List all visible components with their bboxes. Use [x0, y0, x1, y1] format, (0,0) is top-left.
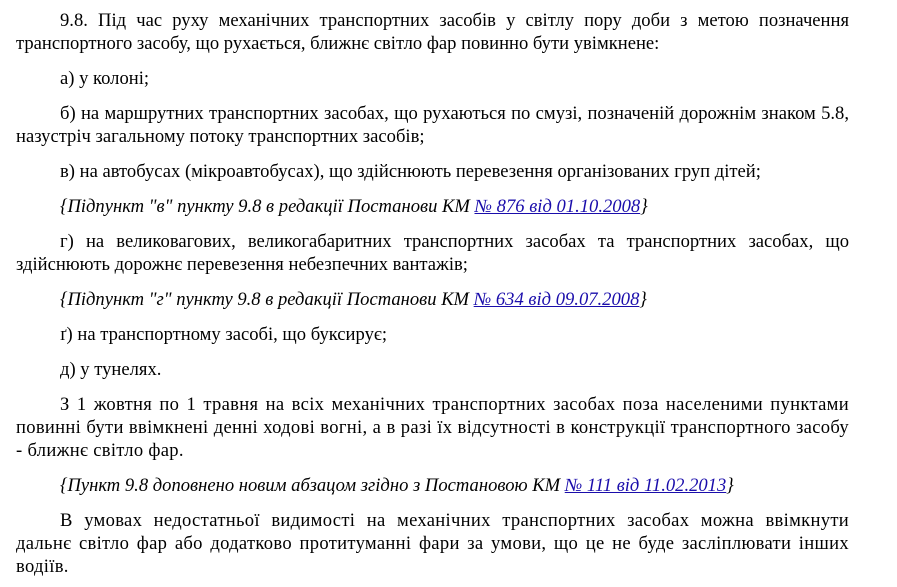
amendment-note-9-8 [16, 474, 849, 497]
paragraph-item-g: г) на великовагових, великогабаритних транспортних засобах та транспортних засобах, що здійснюють дорожнє перевезення небезпечних вантажів; [16, 231, 849, 275]
paragraph-item-b: б) на маршрутних транспортних засобах, що рухаються по смузі, позначеній дорожнім знаком 5.8, назустріч загальному потоку транспортних засобів; [16, 103, 849, 147]
paragraph-item-d: д) у тунелях. [60, 359, 162, 380]
paragraph-low-visibility: В умовах недостатньої видимості на механічних транспортних засобах можна ввімкнути дальнє світло фар або додатково протитуманні фари за умови, що це не буде засліплювати інших водіїв. [16, 510, 849, 577]
paragraph-item-v: в) на автобусах (мікроавтобусах), що здійснюють перевезення організованих груп дітей; [60, 161, 761, 182]
paragraph-9-8-intro: 9.8. Під час руху механічних транспортних засобів у світлу пору доби з метою позначення транспортного засобу, що рухається, ближнє світло фар повинно бути увімкнене: [16, 10, 849, 54]
note-close-brace: } [639, 289, 647, 310]
resolution-link-876[interactable]: № 876 від 01.10.2008 [474, 196, 641, 217]
note-open-brace: { [60, 196, 68, 217]
note-text: Пункт 9.8 доповнено новим абзацом згідно з Постановою КМ [67, 475, 565, 496]
resolution-link-634[interactable]: № 634 від 09.07.2008 [473, 289, 640, 310]
note-close-brace: } [640, 196, 648, 217]
note-text: Підпункт "г" пункту 9.8 в редакції Постанови КМ [67, 289, 474, 310]
amendment-note-v [16, 195, 849, 218]
note-text: Підпункт "в" пункту 9.8 в редакції Постанови КМ [67, 196, 475, 217]
resolution-link-111[interactable]: № 111 від 11.02.2013 [564, 475, 727, 496]
note-open-brace: { [60, 289, 68, 310]
paragraph-daytime-lights: З 1 жовтня по 1 травня на всіх механічних транспортних засобах поза населеними пунктами повинні бути ввімкнені денні ходові вогні, а в разі їх відсутності в конструкції транспортного засобу - ближнє світло фар. [16, 394, 849, 461]
note-close-brace: } [726, 475, 734, 496]
paragraph-item-a: а) у колоні; [60, 68, 150, 89]
note-open-brace: { [60, 475, 68, 496]
amendment-note-g [16, 288, 849, 311]
paragraph-item-ge: ґ) на транспортному засобі, що буксирує; [60, 324, 388, 345]
